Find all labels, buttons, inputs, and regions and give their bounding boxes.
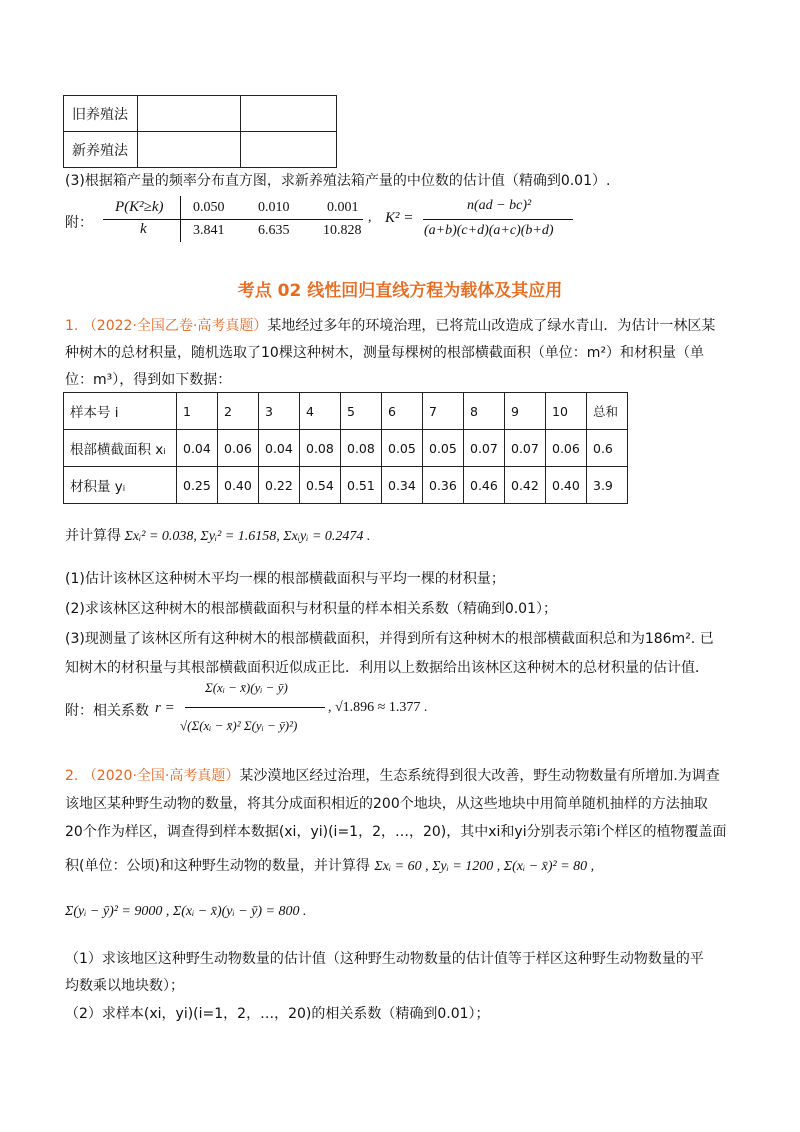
question-3-median: (3)根据箱产量的频率分布直方图，求新养殖法箱产量的中位数的估计值（精确到0.01）. [65,173,611,189]
problem-text: 积(单位：公顷)和这种野生动物的数量，并计算得 [65,858,370,874]
volume-value: 0.40 [218,467,259,504]
header-cell: 5 [341,393,382,430]
area-value: 0.6 [587,430,628,467]
k-square-reference: 附： P(K²≥k) k 0.050 0.010 0.001 3.841 6.635 10.828 , K² = n(ad − bc)² (a+b)(c+d)(a+c)(b+d) [0,0,800,260]
prob-value: 0.010 [258,200,290,215]
problem-1-line-1 [65,315,715,335]
problem-2-line-1 [65,765,720,785]
area-value: 0.07 [505,430,546,467]
problem-2-question-2: （2）求样本(xi，yi)(i=1，2，…，20)的相关系数（精确到0.01）； [65,1006,490,1022]
table-row [64,430,628,467]
question-1: (1)估计该林区这种树木平均一棵的根部横截面积与平均一棵的材积量； [65,571,505,587]
problem-2-line-4 [65,855,594,875]
volume-value: 0.46 [464,467,505,504]
sqrt-approx: , √1.896 ≈ 1.377 . [328,700,428,715]
correlation-note-prefix: 附：相关系数 [65,703,149,719]
table-row [64,393,628,430]
formula-numerator: n(ad − bc)² [467,198,532,213]
problem-text: 某地经过多年的环境治理，已将荒山改造成了绿水青山．为估计一林区某 [267,318,716,334]
question-3-line-1: (3)现测量了该林区所有这种树木的根部横截面积，并得到所有这种树木的根部横截面积总和为186m². 已 [65,631,714,647]
table-row [64,467,628,504]
volume-value: 0.40 [546,467,587,504]
problem-number: 2. [65,768,79,784]
area-value: 0.05 [423,430,464,467]
prob-value: 0.001 [327,200,359,215]
area-value: 0.05 [382,430,423,467]
sums-values: Σxᵢ² = 0.038, Σyᵢ² = 1.6158, Σxᵢyᵢ = 0.2474 . [124,529,371,544]
problem-2-question-1-line-2: 均数乘以地块数）； [65,978,184,994]
header-cell: 3 [259,393,300,430]
problem-1-line-3: 位：m³），得到如下数据： [65,372,232,388]
k-label: k [140,221,147,237]
k-value: 10.828 [323,223,362,238]
volume-value: 0.25 [177,467,218,504]
row-label-area: 根部横截面积 xᵢ [64,430,177,467]
area-value: 0.08 [341,430,382,467]
row-label-new: 新养殖法 [64,132,138,168]
problem-2-question-1-line-1: （1）求该地区这种野生动物数量的估计值（这种野生动物数量的估计值等于样区这种野生动物数量的平 [65,951,704,967]
correlation-denominator: √(Σ(xᵢ − x̄)² Σ(yᵢ − ȳ)²) [180,718,298,733]
reference-divider [103,219,363,220]
problem-2-sums-line: Σ(yᵢ − ȳ)² = 9000 , Σ(xᵢ − x̄)(yᵢ − ȳ) = 800 . [65,904,307,919]
row-label-old: 旧养殖法 [64,96,138,132]
volume-value: 0.42 [505,467,546,504]
area-value: 0.08 [300,430,341,467]
problem-1-line-2: 种树木的总材积量，随机选取了10棵这种树木，测量每棵树的根部横截面积（单位：m²）和材积量（单 [65,345,705,361]
header-cell: 4 [300,393,341,430]
header-cell: 8 [464,393,505,430]
problem-2-line-3: 20个作为样区，调查得到样本数据(xi，yi)(i=1，2，…，20)，其中xi和yi分别表示第i个样区的植物覆盖面 [65,824,727,840]
row-label-volume: 材积量 yᵢ [64,467,177,504]
volume-value: 0.34 [382,467,423,504]
problem-source: （2022·全国乙卷·高考真题） [82,318,268,334]
header-cell: 6 [382,393,423,430]
correlation-r: r = [155,700,175,716]
reference-prefix: 附： [65,215,93,231]
formula-lhs: K² = [385,210,414,226]
volume-value: 0.54 [300,467,341,504]
question-3-line-2: 知树木的材积量与其根部横截面积近似成正比．利用以上数据给出该林区这种树木的总材积量的估计值． [65,660,709,676]
header-cell: 总和 [587,393,628,430]
area-value: 0.04 [259,430,300,467]
k-value: 6.635 [258,223,290,238]
problem-2-line-2: 该地区某种野生动物的数量，将其分成面积相近的200个地块，从这些地块中用简单随机抽样的方法抽取 [65,796,708,812]
volume-value: 0.22 [259,467,300,504]
area-value: 0.07 [464,430,505,467]
sums-values: Σxᵢ = 60 , Σyᵢ = 1200 , Σ(xᵢ − x̄)² = 80 , [374,859,595,874]
header-cell: 9 [505,393,546,430]
tree-data-table [63,392,628,504]
sums-prefix: 并计算得 [65,528,121,544]
area-value: 0.06 [546,430,587,467]
probability-label: P(K²≥k) [115,199,164,215]
header-cell: 10 [546,393,587,430]
fraction-bar [185,707,325,708]
correlation-numerator: Σ(xᵢ − x̄)(yᵢ − ȳ) [205,680,288,695]
header-cell: 7 [423,393,464,430]
problem-number: 1. [65,318,79,334]
sums-line [65,525,370,545]
problem-text: 某沙漠地区经过治理，生态系统得到很大改善，野生动物数量有所增加.为调查 [239,768,720,784]
volume-value: 3.9 [587,467,628,504]
area-value: 0.04 [177,430,218,467]
area-value: 0.06 [218,430,259,467]
question-2: (2)求该林区这种树木的根部横截面积与材积量的样本相关系数（精确到0.01）； [65,601,558,617]
formula-denominator: (a+b)(c+d)(a+c)(b+d) [424,223,554,238]
header-cell: 2 [218,393,259,430]
volume-value: 0.36 [423,467,464,504]
reference-vertical-divider [180,196,181,242]
volume-value: 0.51 [341,467,382,504]
prob-value: 0.050 [193,200,225,215]
fraction-bar [423,219,573,220]
problem-source: （2020·全国·高考真题） [82,768,240,784]
section-title: 考点 02 线性回归直线方程为载体及其应用 [237,281,563,301]
header-cell: 1 [177,393,218,430]
header-label: 样本号 i [64,393,177,430]
k-value: 3.841 [193,223,225,238]
